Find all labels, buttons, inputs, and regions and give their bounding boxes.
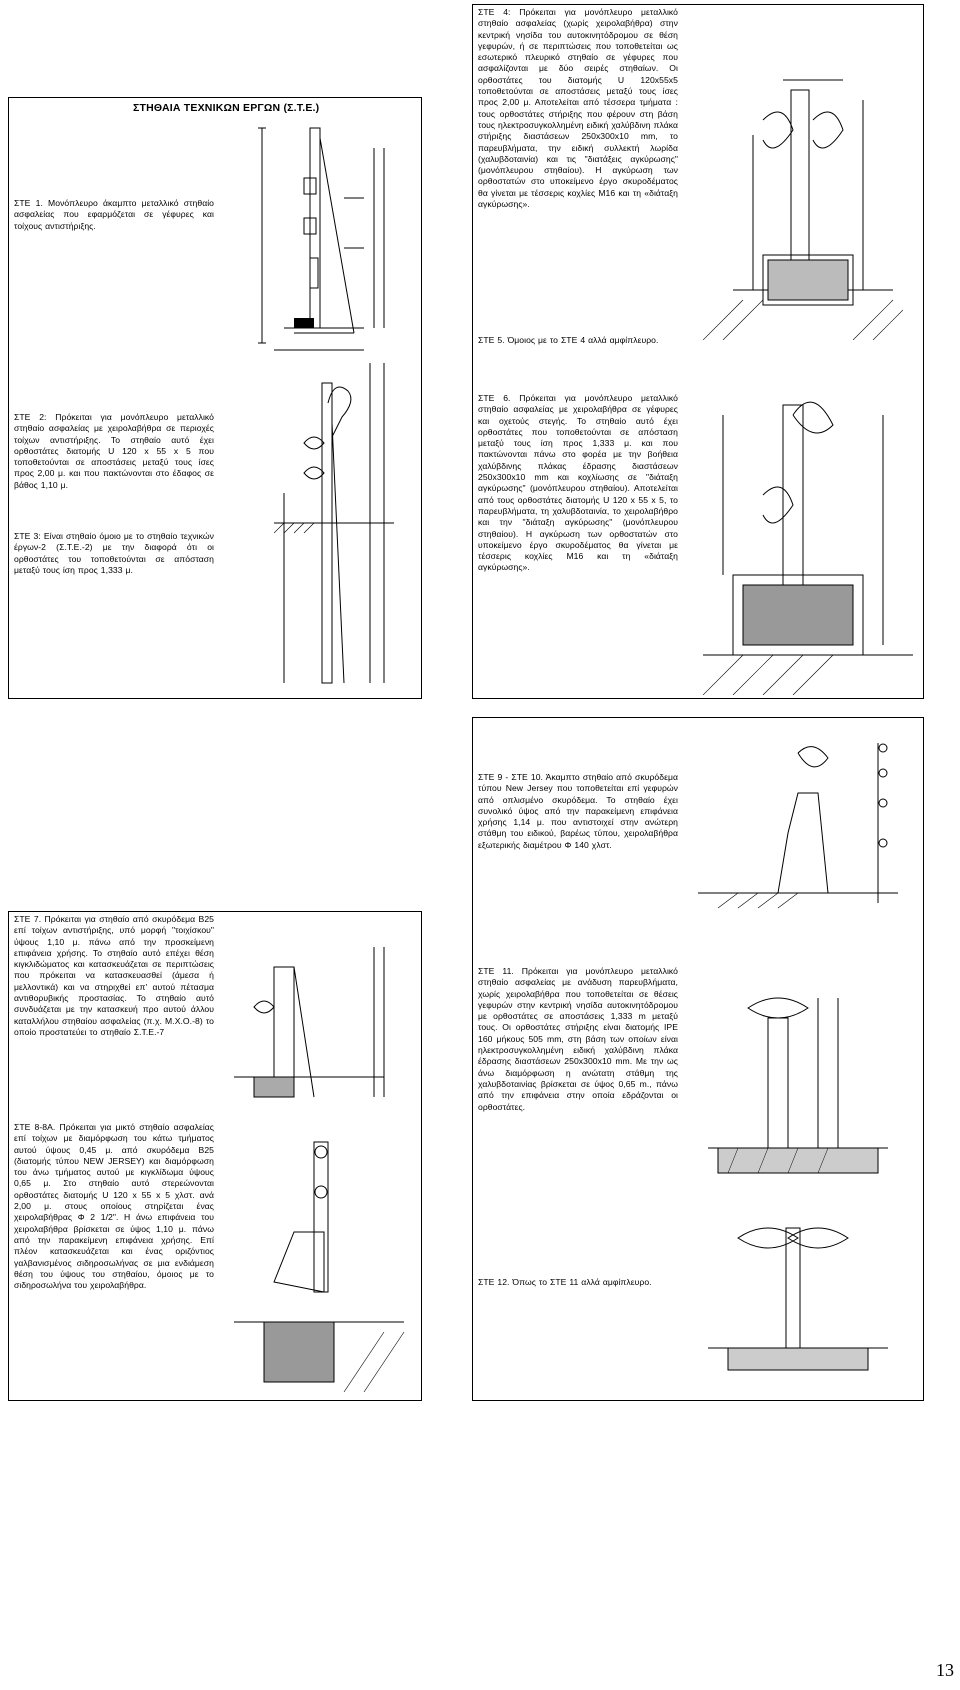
panel-ste-9-12 [472, 717, 924, 1401]
ste7-drawing [234, 927, 414, 1117]
ste9-drawing [698, 733, 908, 918]
panel-ste-4-6 [472, 4, 924, 699]
ste9-text: ΣΤΕ 9 - ΣΤΕ 10. Άκαμπτο στηθαίο από σκυρόδεμα τύπου New Jersey που τοποθετείται επί γεφυρών από οπλισμένο σκυρόδεμα. Το στηθαίο έχει συνολικό ύψος από την παρακείμενη επιφάνεια χρήσης 1,14 μ. που αντιστοιχεί στην ανώτερη στάθμη του ειδικού, βαρέως τύπου, χειρολαβήθρα εξωτερικής διαμέτρου Φ 140 χλστ. [478, 772, 678, 850]
ste2-drawing [274, 363, 404, 693]
ste4-text: ΣΤΕ 4: Πρόκειται για μονόπλευρο μεταλλικό στηθαίο ασφαλείας (χωρίς χειρολαβήθρα) στην κεντρική νησίδα του αυτοκινητόδρομου σε θέση γεφυρών, ή σε περιπτώσεις που τοποθετείται ως εσωτερικό πλευρικό στηθαίο σε γέφυρες που ασφαλίζονται με δύο σειρές στηθαίων. Οι ορθοστάτες του διατομής U 120x55x5 τοποθετούνται σε αποστάσεις μεταξύ τους ίσες προς 2,00 μ. Αποτελείται από τέσσερα τμήματα : τους ορθοστάτες στήριξης που φέρουν στη βάση τους ηλεκτροσυγκολλημένη ειδική χαλύβδινη πλάκα στήριξης διαστάσεων 250x300x10 mm, το παρευβλήματα, την ειδική συλλεκτή λωρίδα (χαλυβδοταινία) και τις "διατάξεις αγκύρωσης" (μονόπλευρου στηθαίου). Η αγκύρωση των ορθοστατών στο υποκείμενο έργο σκυροδέματος θα γίνεται με τέσσερις κοχλίες Μ16 και τη «διάταξη αγκύρωσης». [478, 7, 678, 210]
ste8-text: ΣΤΕ 8-8Α. Πρόκειται για μικτό στηθαίο ασφαλείας επί τοίχων με διαμόρφωση του κάτω τμήματος αυτού ύψους 0,45 μ. από σκυρόδεμα Β25 (διατομής τύπου NEW JERSEY) και διαμόρφωση του άνω τμήματος αυτού με κιγκλίδωμα ύψους 0,65 μ. Στο στηθαίο αυτό στερεώνονται ορθοστάτες διατομής U 120 x 55 x 5 χλστ. ανά 2,00 μ. στους οποίους στηρίζεται ένας χειρολαβήθρας Φ 2 1/2". Η άνω επιφάνεια του χειρολαβήθρα βρίσκεται σε ύψος 1,10 μ. πάνω από την παρακείμενη επιφάνεια χρήσης. Επί πλέον κατασκευάζεται και ένας οριζόντιος γαλβανισμένος σιδηροσωλήνας σε μια ενδιάμεση θέση του ύψους του στηθαίου, όμοιος με το σιδηροσωλήνα του χειρολαβήθρα. [14, 1122, 214, 1291]
ste2-text: ΣΤΕ 2: Πρόκειται για μονόπλευρο μεταλλικό στηθαίο ασφαλείας με χειρολαβήθρα σε περιοχές τοίχων αντιστήριξης. Το στηθαίο αυτό έχει ορθοστάτες διατομής U 120 x 55 x 5 που τοποθετούνται σε αποστάσεις μεταξύ τους ίσες προς 2,00 μ. και που πακτώνονται στο έδαφος σε βάθος 1,10 μ. [14, 412, 214, 490]
ste3-text: ΣΤΕ 3: Είναι στηθαίο όμοιο με το στηθαίο τεχνικών έργων-2 (Σ.Τ.Ε.-2) με την διαφορά ότι οι ορθοστάτες του τοποθετούνται σε απόσταση μεταξύ τους ίση προς 1,333 μ. [14, 531, 214, 575]
ste4-drawing [703, 60, 903, 340]
page-number: 13 [936, 1660, 954, 1680]
page-title: ΣΤΗΘΑΙΑ ΤΕΧΝΙΚΩΝ ΕΡΓΩΝ (Σ.Τ.Ε.) [133, 102, 320, 114]
ste11-text: ΣΤΕ 11. Πρόκειται για μονόπλευρο μεταλλικό στηθαίο ασφαλείας με ανάδυση παρευβλήματα, χωρίς χειρολαβήθρα που τοποθετείται σε θέσεις γεφυρών στην κεντρική νησίδα αυτοκινητόδρομου με ορθοστάτες σε αποστάσεις 1,333 m μεταξύ τους. Οι ορθοστάτες στήριξης είναι διατομής IPE 160 μήκους 505 mm, στη βάση των οποίων είναι ηλεκτροσυγκολλημένη ειδική χαλύβδινη πλάκα έδρασης διαστάσεων 250x300x10 mm. Με την ως άνω διαμόρφωση η ανώτατη στάθμη της χαλυβδοταινίας βρίσκεται σε ύψος 0,65 m., πάνω από την επιφάνεια στην οποία εδράζονται οι ορθοστάτες. [478, 966, 678, 1112]
ste11-drawing [698, 958, 908, 1188]
ste5-text: ΣΤΕ 5. Όμοιος με το ΣΤΕ 4 αλλά αμφίπλευρο. [478, 335, 659, 345]
ste12-text: ΣΤΕ 12. Όπως το ΣΤΕ 11 αλλά αμφίπλευρο. [478, 1277, 652, 1287]
ste12-drawing [698, 1208, 908, 1378]
ste1-drawing [254, 118, 404, 358]
panel-ste-1-3 [8, 97, 422, 699]
ste6-text: ΣΤΕ 6. Πρόκειται για μονόπλευρο μεταλλικό στηθαίο ασφαλείας με χειρολαβήθρα σε γέφυρες και οχετούς στεγής. Το στηθαίο αυτό έχει ορθοστάτες που τοποθετούνται σε απόσταση μεταξύ τους ίση προς 1,333 μ. και που πακτώνονται πάνω στο φορέα με την βοήθεια χαλύβδινης πλάκας έδρασης διαστάσεων 250x300x10 mm και κοχλίωσης σε "διάταξη αγκύρωσης" (μονόπλευρου στηθαίου). Αποτελείται από τους ορθοστάτες διατομής U 120 x 55 x 5, το παρευβλήματα, τη χαλυβδοταινία, το χειρολαβήθρο και την "διάταξη αγκύρωσης" (μονόπλευρου στηθαίου). Η αγκύρωση των ορθοστατών στο υποκείμενο έργο σκυροδέματος θα γίνεται με τέσσερις κοχλίες Μ16 και τη «διάταξη αγκύρωσης». [478, 393, 678, 573]
ste6-drawing [703, 375, 913, 695]
ste1-text: ΣΤΕ 1. Μονόπλευρο άκαμπτο μεταλλικό στηθαίο ασφαλείας που εφαρμόζεται σε γέφυρες και τοίχους αντιστήριξης. [14, 198, 214, 231]
panel-ste-7-8 [8, 911, 422, 1401]
ste8-drawing [234, 1132, 414, 1392]
ste7-text: ΣΤΕ 7. Πρόκειται για στηθαίο από σκυρόδεμα Β25 επί τοίχων αντιστήριξης, υπό μορφή "τοιχίσκου" ύψους 1,10 μ. πάνω από την προσκείμενη επιφάνεια χρήσης. Το στηθαίο αυτό επέχει θέση κιγκλιδώματος και κατασκευάζεται σε περιπτώσεις που πρόκειται να κατασκευασθεί (άμεσα ή μελλοντικά) και να στηριχθεί επ' αυτού πέτασμα αντιθορυβικής προστασίας. Το στηθαίο αυτό συνδυάζεται με την κατασκευή προ αυτού άλλου καταλλήλου στηθαίου ασφαλείας (π.χ. Μ.Χ.Ο.-8) το οποίο προστατεύει το στηθαίο Σ.Τ.Ε.-7 [14, 914, 214, 1037]
